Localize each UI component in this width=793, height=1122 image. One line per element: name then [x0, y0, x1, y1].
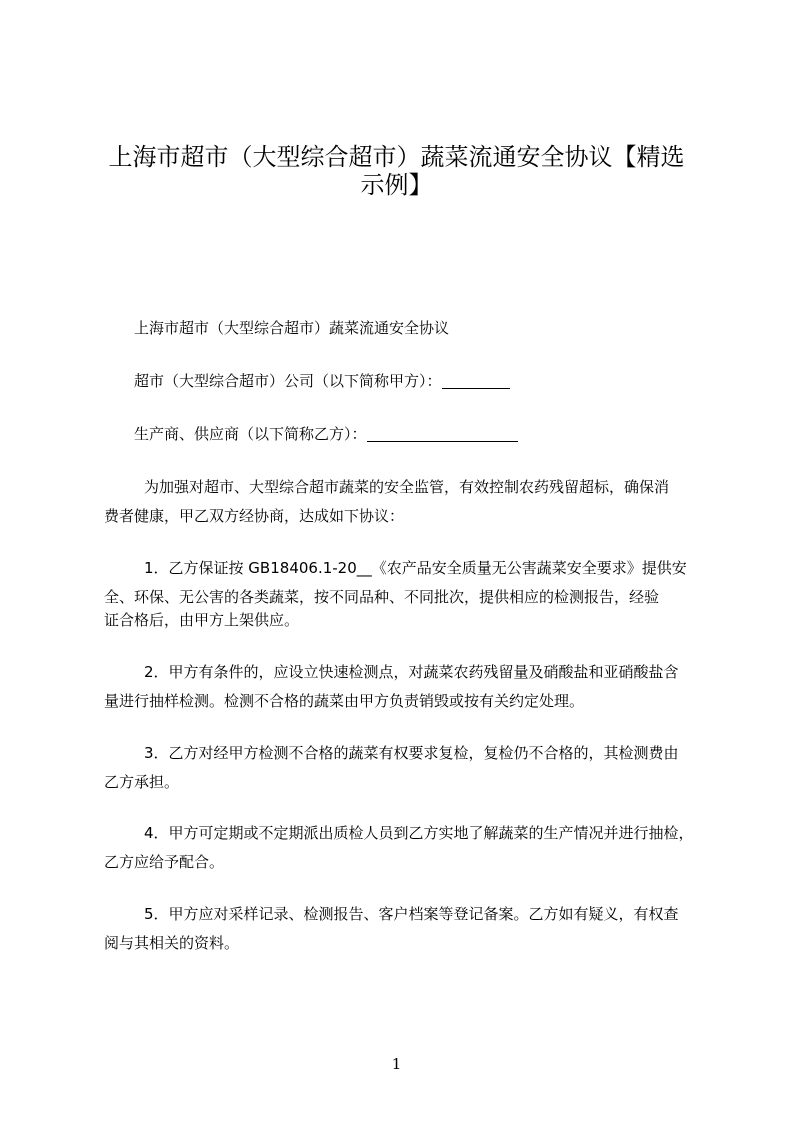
- party-b-line: [104, 420, 719, 449]
- document-title-continued: 示例】: [360, 171, 433, 199]
- clause-2-line1: 2．甲方有条件的，应设立快速检测点，对蔬菜农药残留量及硝酸盐和亚硝酸盐含: [144, 663, 679, 681]
- party-a-label: 超市（大型综合超市）公司（以下简称甲方）：: [134, 372, 442, 390]
- clause-3-line1: 3．乙方对经甲方检测不合格的蔬菜有权要求复检，复检仍不合格的，其检测费由: [144, 744, 679, 762]
- clause-5-line1: 5．甲方应对采样记录、检测报告、客户档案等登记备案。乙方如有疑义，有权查: [144, 905, 679, 923]
- party-b-blank: [367, 425, 518, 442]
- clause-4-line2: 乙方应给予配合。: [104, 853, 225, 871]
- party-b-label: 生产商、供应商（以下简称乙方）：: [134, 425, 367, 443]
- clause-2-line2: 量进行抽样检测。检测不合格的蔬菜由甲方负责销毁或按有关约定处理。: [104, 692, 585, 710]
- page-number: 1: [391, 1055, 402, 1073]
- agreement-subtitle: 上海市超市（大型综合超市）蔬菜流通安全协议: [134, 319, 450, 337]
- intro-paragraph-line2: 费者健康，甲乙双方经协商，达成如下协议：: [104, 507, 405, 525]
- clause-4-line1: 4．甲方可定期或不定期派出质检人员到乙方实地了解蔬菜的生产情况并进行抽检，: [144, 824, 694, 842]
- party-a-line: [104, 367, 719, 396]
- document-title: 上海市超市（大型综合超市）蔬菜流通安全协议【精选: [108, 143, 685, 171]
- clause-1-line1: 1．乙方保证按 GB18406.1-20__《农产品安全质量无公害蔬菜安全要求》提供安: [144, 559, 687, 577]
- intro-paragraph-line1: 为加强对超市、大型综合超市蔬菜的安全监管，有效控制农药残留超标，确保消: [144, 478, 670, 496]
- clause-1-line3: 证合格后，由甲方上架供应。: [104, 611, 300, 629]
- clause-5-line2: 阅与其相关的资料。: [104, 934, 240, 952]
- clause-1-line2: 全、环保、无公害的各类蔬菜，按不同品种、不同批次，提供相应的检测报告，经验: [104, 588, 660, 606]
- party-a-blank: [442, 372, 510, 389]
- clause-3-line2: 乙方承担。: [104, 773, 180, 791]
